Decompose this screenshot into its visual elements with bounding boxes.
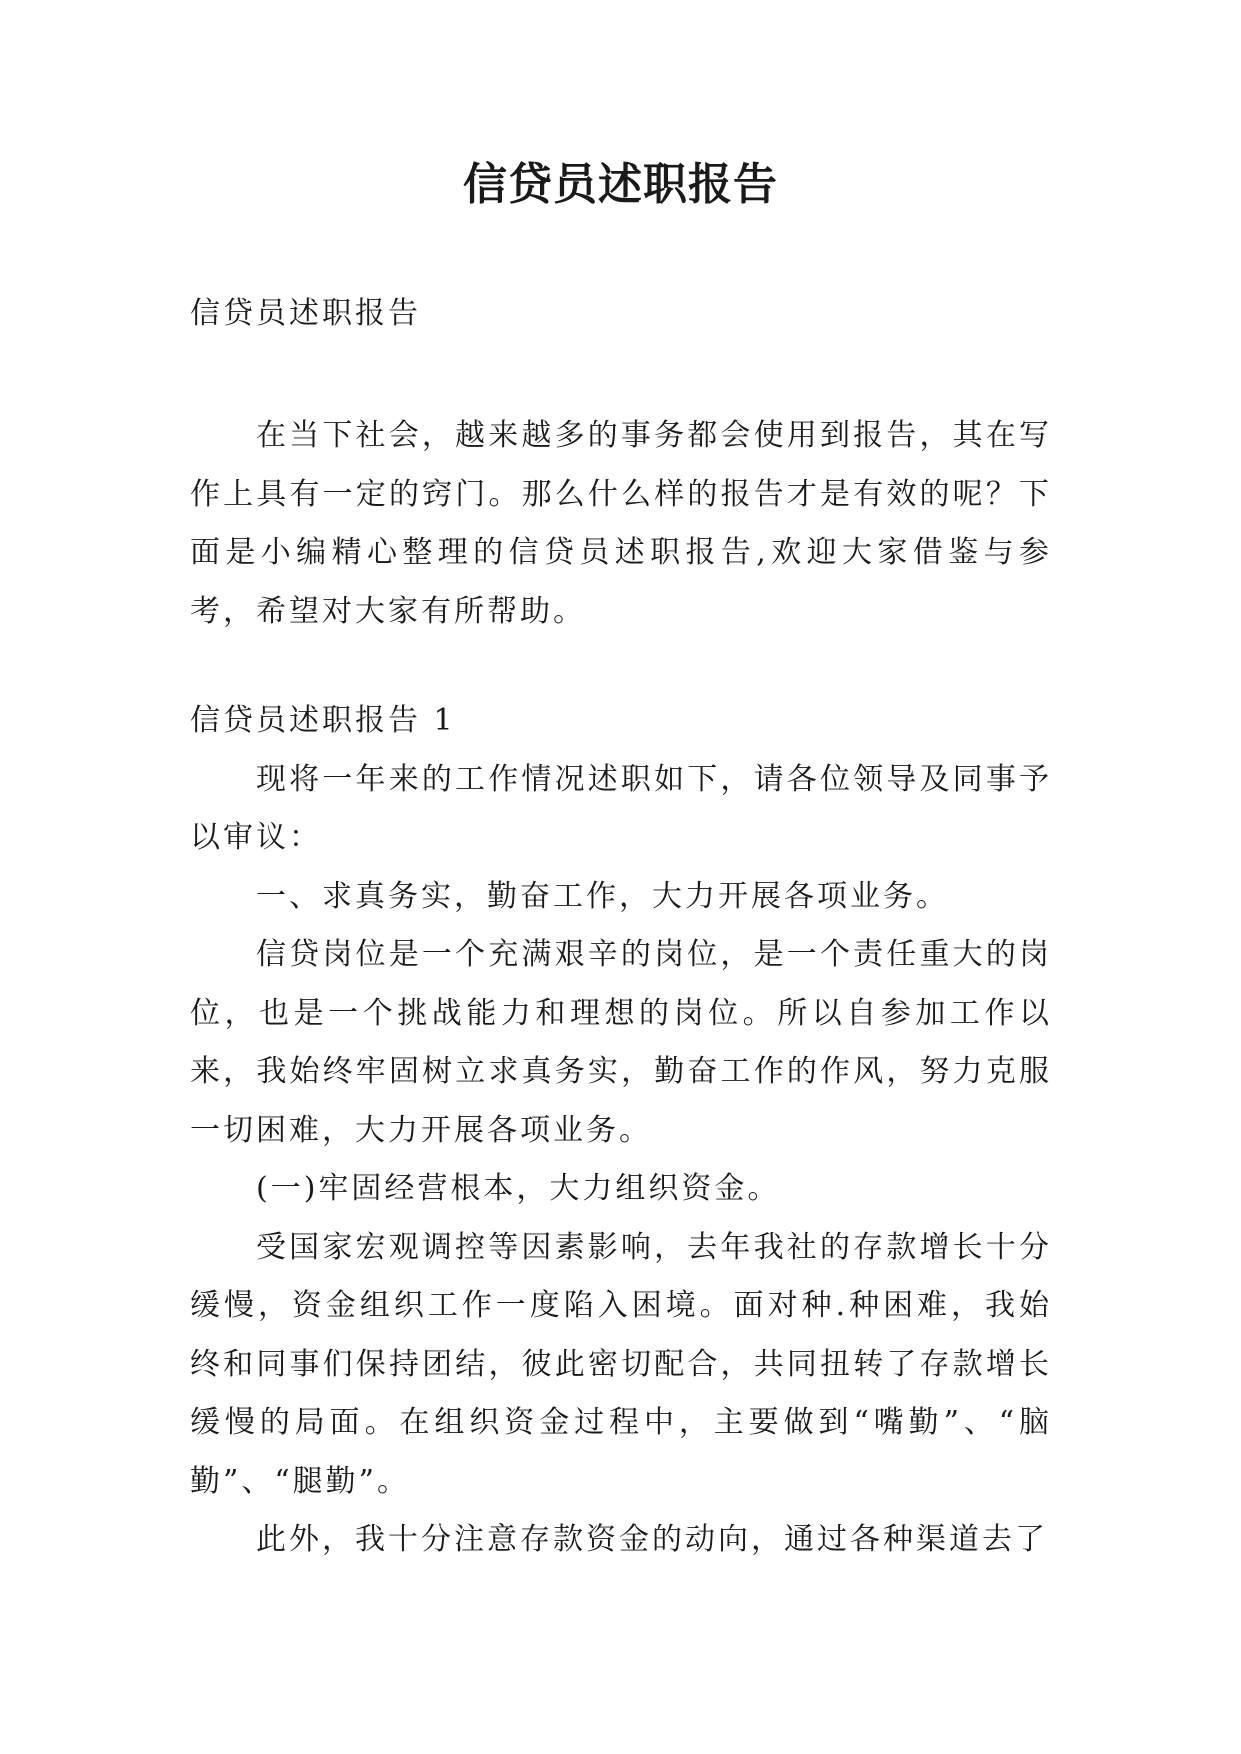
intro-block (190, 407, 1052, 641)
document-subtitle: 信贷员述职报告 (190, 296, 421, 331)
body-paragraph: (一)牢固经营根本，大力组织资金。 (256, 1171, 781, 1206)
body-paragraph: 一、求真务实，勤奋工作，大力开展各项业务。 (256, 878, 949, 914)
body-paragraph: 信贷岗位是一个充满艰辛的岗位，是一个责任重大的岗位，也是一个挑战能力和理想的岗位。所以自参加工作以来，我始终牢固树立求真务实，勤奋工作的作风，努力克服一切困难，大力开展各项业务。 (190, 937, 1052, 1148)
section-heading: 信贷员述职报告 1 (190, 703, 456, 738)
intro-paragraph: 在当下社会，越来越多的事务都会使用到报告，其在写作上具有一定的窍门。那么什么样的报告才是有效的呢？下面是小编精心整理的信贷员述职报告,欢迎大家借鉴与参考，希望对大家有所帮助。 (190, 418, 1052, 629)
body-paragraph: 此外，我十分注意存款资金的动向，通过各种渠道去了 (256, 1522, 1048, 1557)
body-paragraph: 受国家宏观调控等因素影响，去年我社的存款增长十分缓慢，资金组织工作一度陷入困境。面对种.种困难，我始终和同事们保持团结，彼此密切配合，共同扭转了存款增长缓慢的局面。在组织资金过程中，主要做到“嘴勤”、“脑勤”、“腿勤”。 (190, 1229, 1052, 1499)
report-section-1 (190, 692, 1052, 1570)
document-title: 信贷员述职报告 (463, 159, 778, 210)
body-paragraph: 现将一年来的工作情况述职如下，请各位领导及同事予以审议： (190, 761, 1052, 855)
